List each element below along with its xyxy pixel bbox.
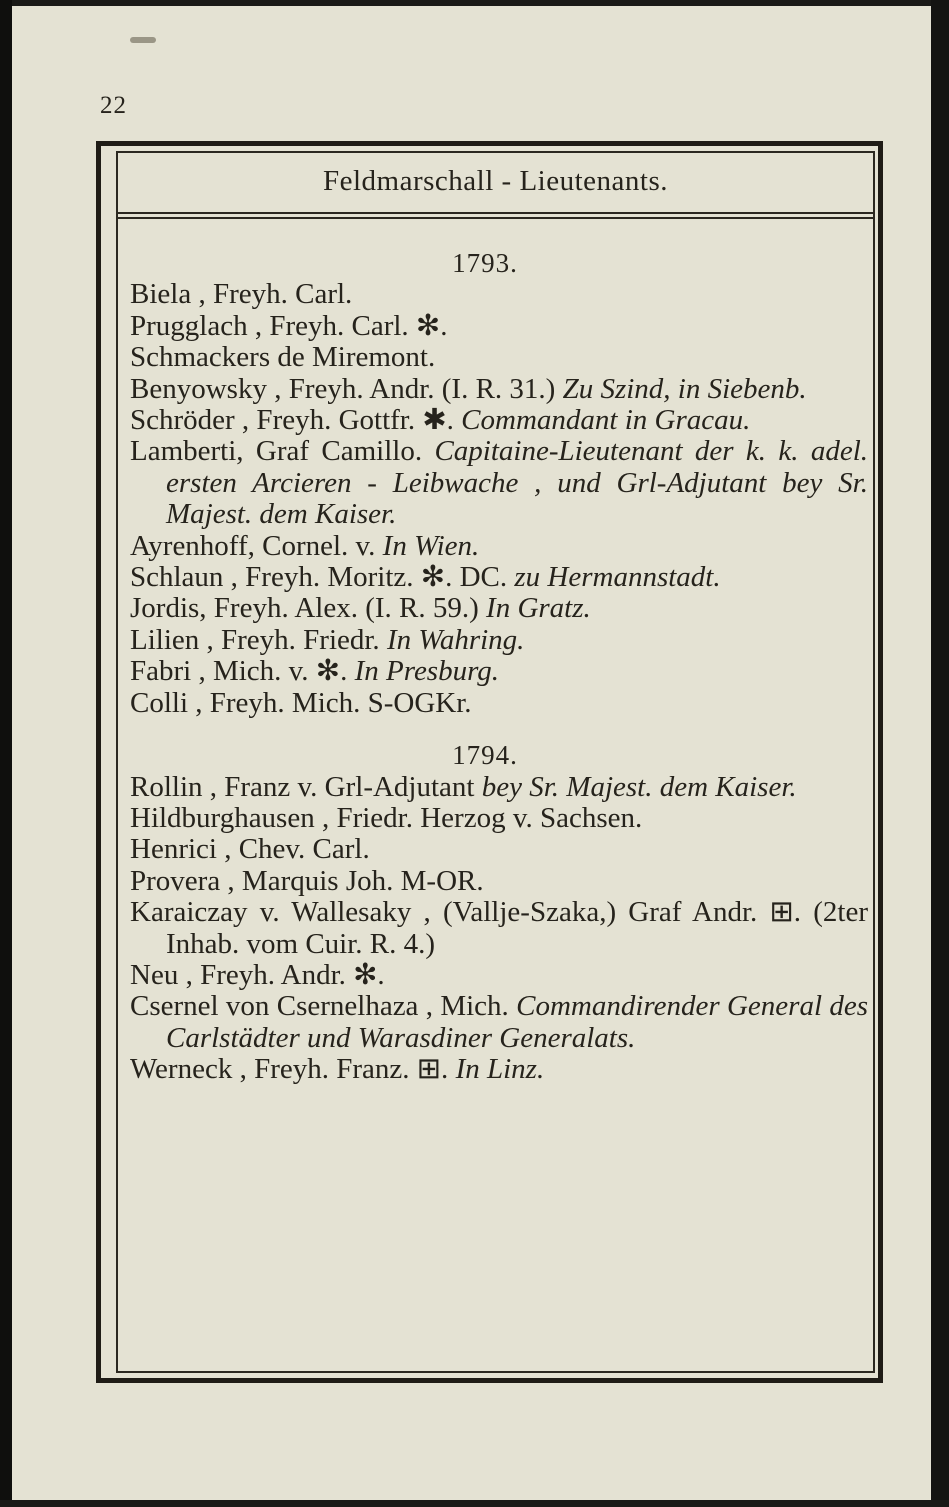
entry-note: In Linz. bbox=[455, 1053, 545, 1086]
entry-note: In Wien. bbox=[382, 529, 480, 562]
roster-entry bbox=[130, 562, 868, 593]
entry-name: Lilien , Freyh. Friedr. bbox=[130, 623, 380, 656]
year-heading-1793: 1793. bbox=[452, 248, 518, 278]
page-number: 22 bbox=[100, 92, 127, 119]
roster-entry bbox=[130, 803, 868, 834]
roster-entry bbox=[130, 1054, 868, 1085]
roster-entry bbox=[130, 688, 868, 719]
roster-entry bbox=[130, 436, 868, 530]
roster-entry bbox=[130, 311, 868, 342]
entry-name: Lamberti, Graf Camillo. bbox=[130, 435, 423, 468]
roster-entry bbox=[130, 531, 868, 562]
roster-entry bbox=[130, 593, 868, 624]
entry-name: Biela , Freyh. Carl. bbox=[130, 278, 353, 311]
entry-note: Zu Szind, in Siebenb. bbox=[562, 372, 807, 405]
year-heading-1794: 1794. bbox=[452, 740, 518, 771]
roster-entry bbox=[130, 866, 868, 897]
entry-name: Provera , Marquis Joh. M-OR. bbox=[130, 864, 484, 897]
entry-note: Capitaine-Lieutenant der k. k. adel. ersten Arcieren - Leibwache , und Grl-Adjutant bey Sr. Majest. dem Kaiser. bbox=[166, 435, 869, 531]
entry-name: Fabri , Mich. v. ✻. bbox=[130, 655, 348, 688]
roster-entry bbox=[130, 342, 868, 373]
ink-smudge bbox=[130, 37, 156, 43]
entry-name: Karaiczay v. Wallesaky , (Vallje-Szaka,) Graf Andr. ⊞. (2ter Inhab. vom Cuir. R. 4.) bbox=[130, 896, 868, 960]
page-title: Feldmarschall - Lieutenants. bbox=[323, 165, 668, 197]
entry-note: Commandirender General des Carlstädter und Warasdiner Generalats. bbox=[166, 990, 868, 1054]
entry-name: Csernel von Csernelhaza , Mich. bbox=[130, 990, 509, 1023]
roster-entry bbox=[130, 279, 868, 310]
roster-entry bbox=[130, 374, 868, 405]
entry-name: Henrici , Chev. Carl. bbox=[130, 833, 370, 866]
entry-note: In Gratz. bbox=[486, 592, 591, 625]
entry-note: zu Hermannstadt. bbox=[514, 561, 721, 594]
roster-entry bbox=[130, 772, 868, 803]
entry-note: In Presburg. bbox=[354, 655, 500, 688]
entry-name: Prugglach , Freyh. Carl. ✻. bbox=[130, 309, 448, 342]
scan-border-top bbox=[0, 0, 949, 6]
roster-entry bbox=[130, 625, 868, 656]
scan-border-right bbox=[931, 0, 949, 1507]
roster-entry bbox=[130, 405, 868, 436]
roster-entry bbox=[130, 656, 868, 687]
entry-name: Werneck , Freyh. Franz. ⊞. bbox=[130, 1053, 449, 1086]
entry-note: In Wahring. bbox=[386, 623, 525, 656]
roster-entry bbox=[130, 897, 868, 960]
roster-entry bbox=[130, 991, 868, 1054]
entry-name: Neu , Freyh. Andr. ✻. bbox=[130, 958, 385, 991]
roster-entry bbox=[130, 834, 868, 865]
roster-entry bbox=[130, 960, 868, 991]
entry-name: Benyowsky , Freyh. Andr. (I. R. 31.) bbox=[130, 372, 556, 405]
entry-name: Schlaun , Freyh. Moritz. ✻. DC. bbox=[130, 561, 508, 594]
entry-name: Ayrenhoff, Cornel. v. bbox=[130, 529, 376, 562]
entry-note: Commandant in Gracau. bbox=[461, 404, 751, 437]
entry-name: Colli , Freyh. Mich. S-OGKr. bbox=[130, 686, 472, 719]
entry-note: bey Sr. Majest. dem Kaiser. bbox=[481, 770, 797, 803]
scan-border-bottom bbox=[0, 1500, 949, 1507]
header-double-rule bbox=[116, 212, 875, 219]
entry-name: Schmackers de Miremont. bbox=[130, 341, 436, 374]
entry-name: Rollin , Franz v. Grl-Adjutant bbox=[130, 770, 475, 803]
officer-roster bbox=[130, 248, 868, 1086]
entry-name: Jordis, Freyh. Alex. (I. R. 59.) bbox=[130, 592, 479, 625]
entry-name: Hildburghausen , Friedr. Herzog v. Sachsen. bbox=[130, 801, 643, 834]
entry-name: Schröder , Freyh. Gottfr. ✱. bbox=[130, 404, 454, 437]
scan-border-left bbox=[0, 0, 12, 1507]
